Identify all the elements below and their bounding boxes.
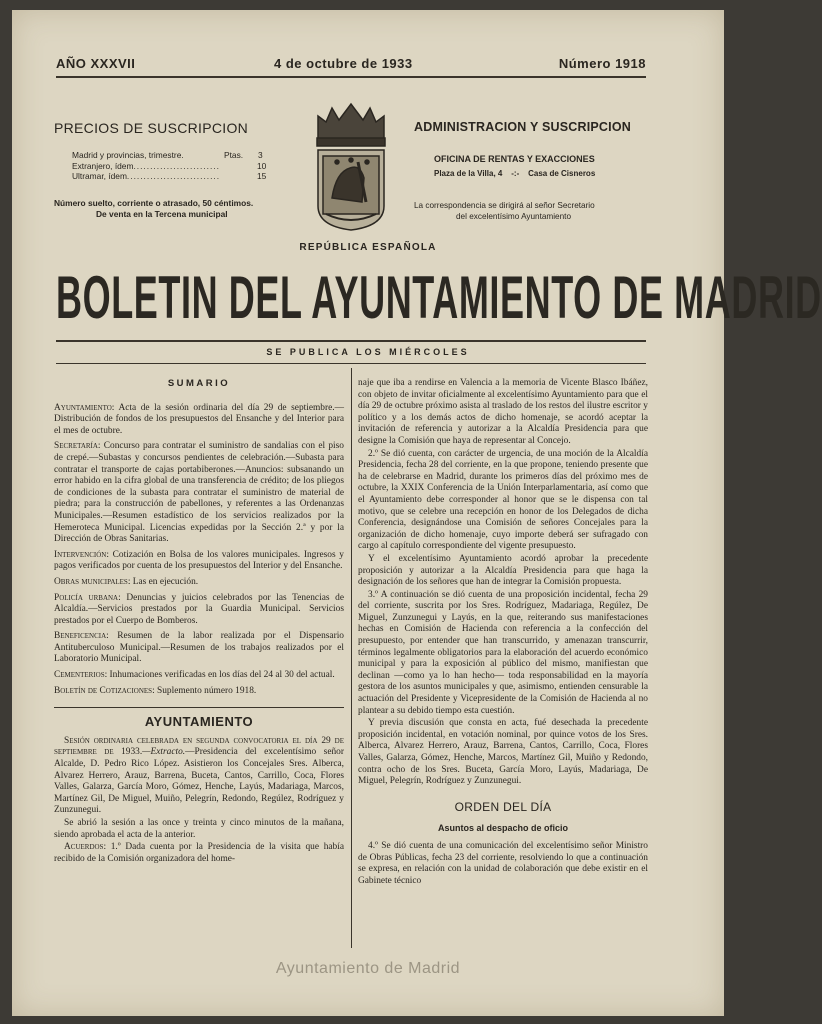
header-rule — [56, 76, 646, 78]
price-row: Madrid y provincias, trimestre. Ptas. 3 — [72, 150, 263, 160]
subscription-table — [54, 150, 290, 182]
masthead-rule — [56, 340, 646, 342]
right-paragraph: naje que iba a rendirse en Valencia a la memoria de Vicente Blasco Ibáñez, con objeto de invitar oficialmente al excelentísimo Ayuntamiento para que el día 29 de octubre próximo asista al traslado de los restos del ilustre escritor y político y a los demás actos de dicho homenaje, se acordó aceptar la invitación de referencia y autorizar a la Alcaldía Presidencia para que designe la Comisión que haya de representar al Concejo. — [358, 378, 648, 446]
right-column — [358, 378, 648, 888]
coat-of-arms-icon — [312, 102, 390, 232]
office-name: OFICINA DE RENTAS Y EXACCIONES — [434, 154, 595, 164]
administration-title: ADMINISTRACION Y SUSCRIPCION — [414, 120, 631, 134]
order-of-day-title: ORDEN DEL DÍA — [454, 799, 552, 814]
summary-item: Policía urbana: Denuncias y juicios celebrados por las Tenencias de Alcaldía.—Servicios prestados por la Guardia Municipal. Servicios prestados por el Cuerpo de Bomberos. — [54, 592, 344, 626]
masthead — [56, 260, 822, 336]
subscription-block — [54, 120, 290, 220]
watermark: Ayuntamiento de Madrid — [275, 960, 461, 977]
office-address: Plaza de la Villa, 4 -:- Casa de Cisneros — [434, 169, 596, 178]
newspaper-page — [12, 10, 822, 1016]
issue-date: 4 de octubre de 1933 — [274, 56, 413, 71]
republic-label: REPÚBLICA ESPAÑOLA — [299, 242, 437, 253]
issue-number: Número 1918 — [558, 56, 646, 71]
price-row: Ultramar, ídem............................ 15 — [72, 171, 267, 181]
single-copy-note: Número suelto, corriente o atrasado, 50 céntimos. De venta en la Tercena municipal — [54, 197, 254, 219]
right-paragraph: 4.º Se dió cuenta de una comunicación del excelentísimo señor Ministro de Obras Públicas, fecha 23 del corriente, resolviendo lo que a continuación se expresa, en relación con la unidad de colaboración que debe existir en el Gabinete técnico — [358, 840, 648, 886]
administration-block — [414, 120, 650, 222]
summary-title: SUMARIO — [167, 378, 231, 389]
section-title: AYUNTAMIENTO — [144, 714, 254, 730]
left-column — [54, 378, 344, 866]
right-paragraph: 3.º A continuación se dió cuenta de una proposición incidental, fecha 29 del corriente, suscrita por los Sres. Rodríguez, Madariaga, Regúlez, De Miguel, Zunzunegui y Layús, en la que, reiterando sus manifestaciones hechas en Comisión de Hacienda con referencia a la confección del presupuesto, por entender que han transcurrido, y amenazan transcurrir, términos legalmente obligatorios para la elaboración del acuerdo económico municipal y para la exposición al público del mismo, manifiestan que declinan —como ya lo han hecho— toda responsabilidad en la mayoría gestora de los asuntos municipales y que, asimismo, entienden censurable la actuación del Presidente y Vicepresidente de la Comisión de Hacienda al no plantear a su debido tiempo esta cuestión. — [358, 589, 648, 716]
summary-item: Boletín de Cotizaciones: Suplemento número 1918. — [54, 685, 257, 696]
year-label: AÑO XXXVII — [56, 56, 136, 71]
summary-item: Intervención: Cotización en Bolsa de los valores municipales. Ingresos y pagos verificados por cuenta de los presupuestos del Interior y del Ensanche. — [54, 549, 344, 572]
summary-item: Beneficencia: Resumen de la labor realizada por el Dispensario Antituberculoso Municipal.—Resumen de los trabajos realizados por el Laboratorio Municipal. — [54, 631, 344, 665]
right-paragraph: Y previa discusión que consta en acta, fué desechada la precedente proposición incidental, en votación nominal, por quince votos de los Sres. Alberca, Alvarez Herrero, Arauz, Barrena, Cantos, Carrillo, Coca, Flores Valles, Galarza, Gómez, Henche, Marcos, Martínez Gil, Muiño y Redondo, contra ocho de los Sres. Buceta, García Moro, Layús, Madariaga, De Miguel, Pelegrín, Rodríguez y Zunzunegui. — [358, 718, 648, 787]
right-paragraph: 2.º Se dió cuenta, con carácter de urgencia, de una moción de la Alcaldía Presidencia, fecha 28 del corriente, en la que propone, teniendo presente que ha de celebrarse en Madrid, durante los primeros días del próximo mes de octubre, la XXIX Conferencia de la Unión Interparlamentaria, así como que el Ayuntamiento debe corresponder al honor que se le dispensa con tal motivo, que se celebre una recepción en honor de los Delegados de dicha Conferencia, designándose una Comisión de señores Concejales para la organización de dicho homenaje, cuyo importe deberá ser sufragado con cargo al capítulo correspondiente del vigente presupuesto. — [358, 448, 648, 552]
published-rule — [56, 363, 646, 364]
agreements-paragraph: Acuerdos: 1.º Dada cuenta por la Presidencia de la visita que había recibido de la Comisión organizadora del home- — [54, 842, 344, 864]
summary-item: Obras municipales: Las en ejecución. — [54, 576, 199, 587]
price-row: Extranjero, ídem.......................... 10 — [72, 160, 267, 171]
summary-item: Cementerios: Inhumaciones verificadas en los días del 24 al 30 del actual. — [54, 670, 335, 681]
order-subtitle: Asuntos al despacho de oficio — [437, 823, 569, 834]
summary-rule — [54, 707, 344, 708]
published-label: SE PUBLICA LOS MIÉRCOLES — [266, 347, 470, 357]
correspondence-note: La correspondencia se dirigirá al señor Secretario del excelentísimo Ayuntamiento — [414, 201, 595, 221]
session-paragraph: Sesión ordinaria celebrada en segunda convocatoria el día 29 de septiembre de 1933.—Extracto.—Presidencia del excelentísimo señor Alcalde, D. Pedro Rico López. Asistieron los Concejales Sres. Alberca, Alvarez Herrero, Arauz, Barrena, Buceta, Cantos, Carrillo, Coca, Flores Valles, Galarza, García Moro, Gómez, Henche, Layús, Madariaga, Marcos, Martínez Gil, De Miguel, Muiño, Pelegrín, Redondo, Regúlez, Rodríguez y Zunzunegui. — [54, 735, 344, 816]
summary-item: Ayuntamiento: Acta de la sesión ordinaria del día 29 de septiembre.—Distribución de fondos de los presupuestos del Ensanche y del Interior para el mes de octubre. — [54, 402, 344, 436]
right-paragraph: Y el excelentísimo Ayuntamiento acordó aprobar la precedente proposición y autorizar a la Alcaldía Presidencia para que haga la designación de los señores que han de integrar la Comisión propuesta. — [358, 553, 648, 588]
summary-item: Secretaría: Concurso para contratar el suministro de sandalias con el piso de crepé.—Subastas y concursos pendientes de celebración.—Subasta para contratar el transporte de cajas portabiberones.—Anuncios: subsanando un error habido en la cifra global de una transferencia de crédito; de los pliegos de condiciones de la subasta para contratar el suministro de material de piedra; para la construcción de pabellones, y referentes a las Ordenanzas Municipales.—Resumen estadístico de los servicios realizados por la Hemeroteca Municipal. Licencias expedidas por la Sección 2.ª y por la Dirección de Obras Sanitarias. — [54, 441, 344, 545]
subscription-title: PRECIOS DE SUSCRIPCION — [54, 120, 249, 136]
masthead-title: BOLETIN DEL AYUNTAMIENTO DE MADRID — [56, 264, 822, 331]
column-divider — [351, 368, 352, 948]
opening-paragraph: Se abrió la sesión a las once y treinta y cinco minutos de la mañana, siendo aprobada el acta de la anterior. — [54, 818, 344, 840]
